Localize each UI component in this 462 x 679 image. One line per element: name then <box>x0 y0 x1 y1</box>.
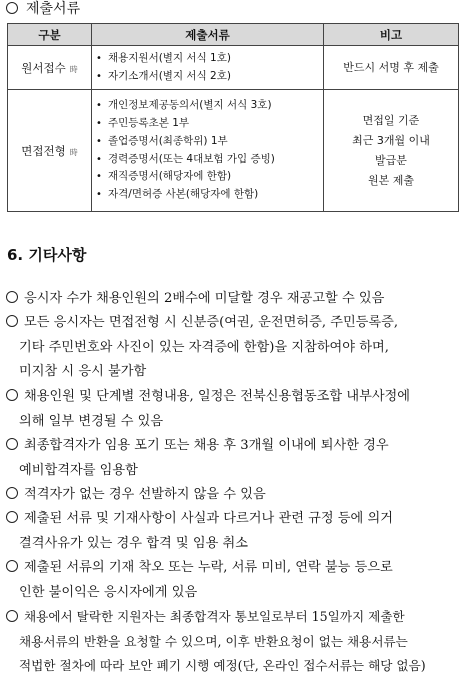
notice-item <box>6 434 460 483</box>
notice-line: 채용인원 및 단계별 전형내용, 일정은 전북신용협동조합 내부사정에 <box>24 389 411 404</box>
header-category: 구분 <box>8 24 92 46</box>
notice-line: 최종합격자가 임용 포기 또는 채용 후 3개월 이내에 퇴사한 경우 <box>24 438 389 453</box>
circle-bullet-icon <box>6 487 18 499</box>
notice-line: 기타 주민번호와 사진이 있는 자격증에 한함)을 지참하여야 하며, <box>19 339 389 355</box>
notice-line: 제출된 서류 및 기재사항이 사실과 다르거나 관련 규정 등에 의거 <box>24 511 393 526</box>
notice-line: 응시자 수가 채용인원의 2배수에 미달할 경우 재공고할 수 있음 <box>24 291 385 306</box>
notice-line: 인한 불이익은 응시자에게 있음 <box>19 584 198 600</box>
circle-bullet-icon <box>6 438 18 450</box>
row-note <box>324 46 459 90</box>
category-text: 면접전형 <box>21 143 66 158</box>
notice-item <box>6 605 460 679</box>
circle-bullet-icon <box>6 291 18 303</box>
category-suffix: 時 <box>69 64 78 74</box>
note-line: 발급분 <box>375 153 407 167</box>
row-documents <box>92 90 324 212</box>
notice-item <box>6 385 460 434</box>
row-note <box>324 90 459 212</box>
list-item: • 재직증명서(해당자에 한함) <box>96 168 319 186</box>
notice-line: 미지참 시 응시 불가함 <box>19 364 147 379</box>
header-note: 비고 <box>324 24 459 46</box>
documents-table <box>7 23 459 212</box>
notice-line: 채용서류의 반환을 요청할 수 있으며, 이후 반환요청이 없는 채용서류는 <box>19 633 408 649</box>
notice-item <box>6 507 460 556</box>
circle-bullet-icon <box>6 560 18 572</box>
notice-line: 적격자가 없는 경우 선발하지 않을 수 있음 <box>24 487 266 502</box>
notice-line: 결격사유가 있는 경우 합격 및 임용 취소 <box>19 535 248 551</box>
circle-bullet-icon <box>6 315 18 327</box>
row-category <box>8 46 92 90</box>
note-line: 반드시 서명 후 제출 <box>343 60 439 74</box>
row-category <box>8 90 92 212</box>
docs-section-heading <box>6 0 80 18</box>
row-documents <box>92 46 324 90</box>
circle-bullet-icon <box>6 610 18 622</box>
notice-line: 채용에서 탈락한 지원자는 최종합격자 통보일로부터 15일까지 제출한 <box>24 609 405 624</box>
notice-line: 예비합격자를 임용함 <box>19 462 138 478</box>
notice-item <box>6 556 460 605</box>
list-item: • 자기소개서(별지 서식 2호) <box>96 68 319 86</box>
list-item: • 개인정보제공동의서(별지 서식 3호) <box>96 97 319 115</box>
notice-line: 의해 일부 변경될 수 있음 <box>19 413 164 429</box>
section-title: 6. 기타사항 <box>7 246 87 264</box>
list-item: • 주민등록초본 1부 <box>96 115 319 133</box>
list-item: • 졸업증명서(최종학위) 1부 <box>96 133 319 151</box>
notice-item <box>6 311 460 385</box>
header-documents: 제출서류 <box>92 24 324 46</box>
circle-bullet-icon <box>6 389 18 401</box>
notice-line: 제출된 서류의 기재 착오 또는 누락, 서류 미비, 연락 불능 등으로 <box>24 560 393 575</box>
notice-item <box>6 483 460 508</box>
category-suffix: 時 <box>69 147 78 157</box>
list-item: • 자격/면허증 사본(해당자에 한함) <box>96 186 319 204</box>
table-row <box>8 90 459 212</box>
notice-line: 모든 응시자는 면접전형 시 신분증(여권, 운전면허증, 주민등록증, <box>24 315 399 330</box>
note-line: 원본 제출 <box>367 173 414 187</box>
table-row <box>8 46 459 90</box>
table-header-row <box>8 24 459 46</box>
note-line: 최근 3개월 이내 <box>352 133 430 147</box>
docs-heading-text: 제출서류 <box>26 1 81 17</box>
note-line: 면접일 기준 <box>362 113 420 127</box>
list-item: • 채용지원서(별지 서식 1호) <box>96 50 319 68</box>
notice-item <box>6 287 460 312</box>
list-item: • 경력증명서(또는 4대보험 가입 증빙) <box>96 151 319 169</box>
notice-line: 적법한 절차에 따라 보안 폐기 시행 예정(단, 온라인 접수서류는 해당 없음) <box>19 658 426 673</box>
circle-bullet-icon <box>6 2 18 14</box>
circle-bullet-icon <box>6 511 18 523</box>
category-text: 원서접수 <box>21 60 66 75</box>
